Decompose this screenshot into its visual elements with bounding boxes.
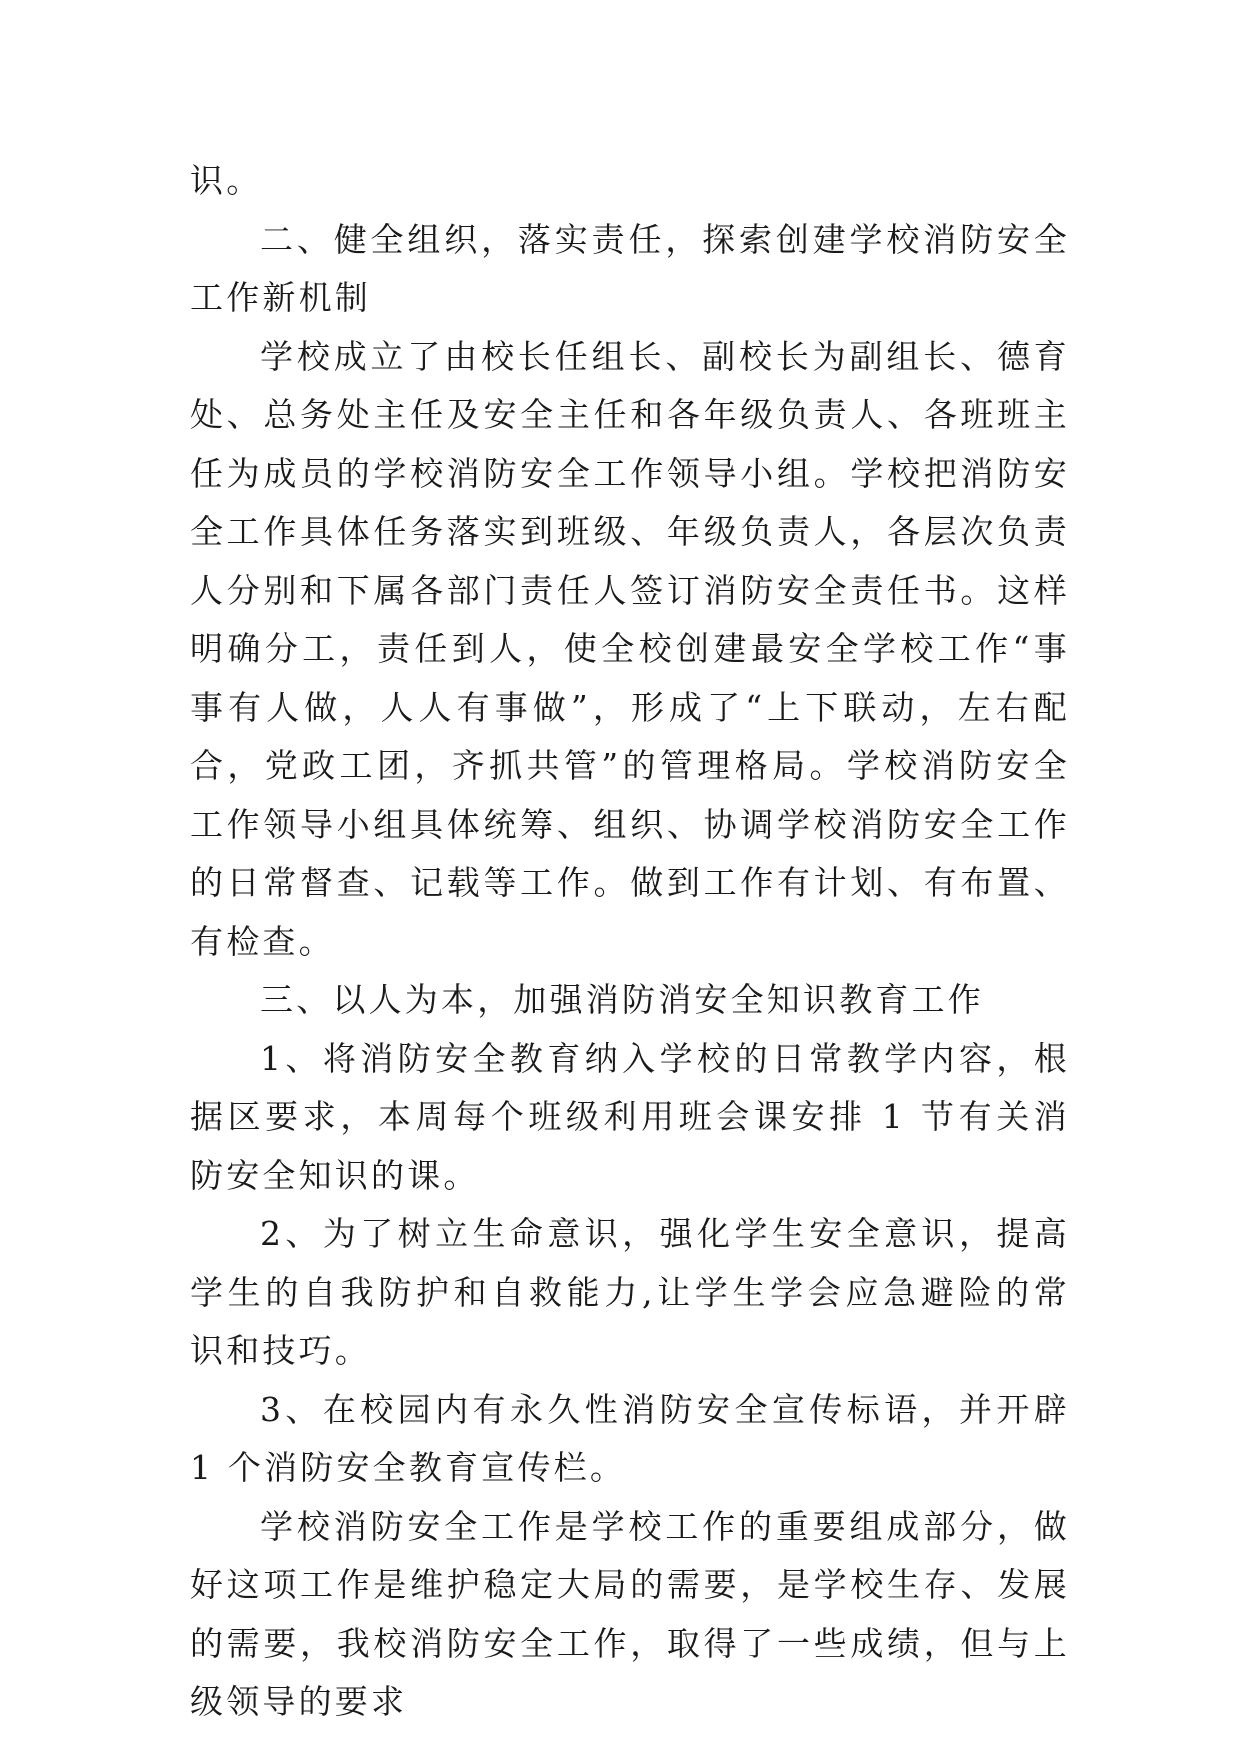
document-body bbox=[190, 152, 1070, 1732]
paragraph-continuation: 识。 bbox=[190, 161, 263, 200]
list-item-1: 1、将消防安全教育纳入学校的日常教学内容，根据区要求，本周每个班级利用班会课安排 1 节有关消防安全知识的课。 bbox=[190, 1038, 1070, 1195]
list-item-2: 2、为了树立生命意识，强化学生安全意识，提高学生的自我防护和自救能力,让学生学会应急避险的常识和技巧。 bbox=[190, 1214, 1070, 1370]
paragraph-conclusion: 学校消防安全工作是学校工作的重要组成部分，做好这项工作是维护稳定大局的需要，是学校生存、发展的需要，我校消防安全工作，取得了一些成绩，但与上级领导的要求 bbox=[190, 1506, 1070, 1721]
list-item-3: 3、在校园内有永久性消防安全宣传标语，并开辟 1 个消防安全教育宣传栏。 bbox=[190, 1389, 1070, 1487]
section-heading-2: 二、健全组织，落实责任，探索创建学校消防安全工作新机制 bbox=[190, 219, 1070, 317]
section-heading-3: 三、以人为本，加强消防消安全知识教育工作 bbox=[260, 980, 984, 1019]
paragraph-organization: 学校成立了由校长任组长、副校长为副组长、德育处、总务处主任及安全主任和各年级负责人、各班班主任为成员的学校消防安全工作领导小组。学校把消防安全工作具体任务落实到班级、年级负责人，各层次负责人分别和下属各部门责任人签订消防安全责任书。这样明确分工，责任到人，使全校创建最安全学校工作“事事有人做，人人有事做”，形成了“上下联动，左右配合，党政工团，齐抓共管”的管理格局。学校消防安全工作领导小组具体统筹、组织、协调学校消防安全工作的日常督查、记载等工作。做到工作有计划、有布置、有检查。 bbox=[190, 336, 1070, 961]
